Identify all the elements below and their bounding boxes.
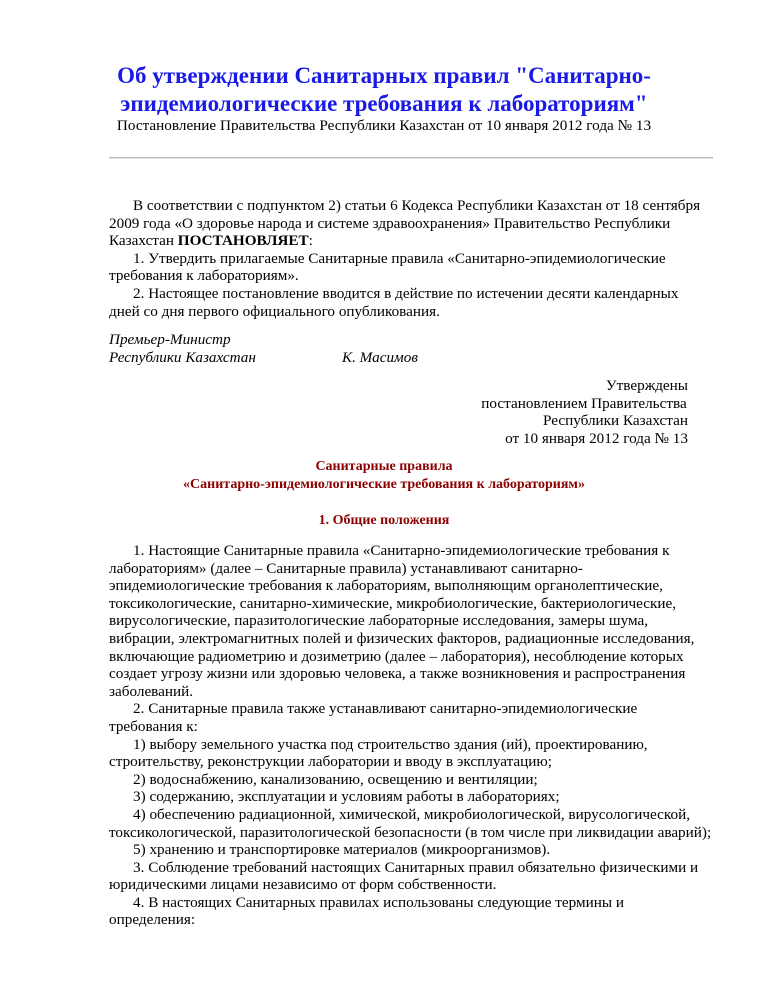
horizontal-divider [109, 157, 713, 159]
signature-name: К. Масимов [342, 349, 418, 366]
approval-line-3: Республики Казахстан [543, 412, 688, 430]
rules-body [109, 542, 713, 929]
body-paragraph: 3. Соблюдение требований настоящих Санитарных правил обязательно физическими и юридическими лицами независимо от форм собственности. [109, 858, 699, 894]
body-paragraph: 3) содержанию, эксплуатации и условиям работы в лабораториях; [133, 788, 560, 806]
title-line-1: Об утверждении Санитарных правил "Санитарно- [117, 63, 651, 88]
approval-line-4: от 10 января 2012 года № 13 [505, 429, 688, 447]
body-paragraph: 1. Настоящие Санитарные правила «Санитарно-эпидемиологические требования к лабораториям» (далее – Санитарные правила) устанавливают санитарно-эпидемиологические требования к лабораториям, выполняющим органолептические, токсикологические, санитарно-химические, микробиологические, бактериологические, вирусологические, паразитологические лабораторные исследования, замеры шума, вибрации, электромагнитных полей и физических факторов, радиационные исследования, включающие радиометрию и дозиметрию (далее – лаборатория), несоблюдение которых создает угрозу жизни или здоровью человека, а также возникновения и распространения заболеваний. [109, 542, 695, 700]
approval-line-1: Утверждены [605, 377, 688, 394]
body-paragraph: 1) выбору земельного участка под строительство здания (ий), проектированию, строительству, реконструкции лаборатории и вводу в эксплуатацию; [109, 735, 648, 771]
body-paragraph: 2. Санитарные правила также устанавливают санитарно-эпидемиологические требования к: [109, 700, 638, 735]
rules-subheading: «Санитарно-эпидемиологические требования к лабораториям» [183, 477, 585, 492]
page-subtitle: Постановление Правительства Республики Казахстан от 10 января 2012 года № 13 [116, 117, 652, 134]
intro-paragraph-3: 2. Настоящее постановление вводится в действие по истечении десяти календарных дней со дня первого официального опубликования. [109, 284, 679, 320]
signature-line-2: Республики Казахстан [109, 349, 256, 366]
section-heading: 1. Общие положения [318, 513, 450, 528]
title-line-2: эпидемиологические требования к лабораториям" [120, 91, 648, 116]
intro-section [109, 197, 709, 320]
intro-paragraph-1 [109, 197, 709, 250]
body-paragraph: 2) водоснабжению, канализованию, освещению и вентиляции; [133, 770, 538, 788]
intro-p1-bold: ПОСТАНОВЛЯЕТ [177, 232, 309, 250]
body-paragraph: 5) хранению и транспортировке материалов (микроорганизмов). [133, 841, 551, 859]
intro-p1-text: В соответствии с подпунктом 2) статьи 6 Кодекса Республики Казахстан от 18 сентября 2009 года «О здоровье народа и системе здравоохранения» Правительство Республики Казахстан [109, 197, 701, 250]
body-paragraph: 4. В настоящих Санитарных правилах использованы следующие термины и определения: [109, 893, 625, 929]
approval-line-2: постановлением Правительства [481, 394, 687, 412]
intro-p1-end: : [308, 232, 313, 250]
body-paragraph: 4) обеспечению радиационной, химической, микробиологической, вирусологической, токсикологической, паразитологической безопасности (в том числе при ликвидации аварий); [109, 805, 712, 841]
intro-paragraph-2: 1. Утвердить прилагаемые Санитарные правила «Санитарно-эпидемиологические требования к лабораториям». [109, 249, 666, 285]
signature-line-1: Премьер-Министр [109, 331, 231, 348]
signature-block [109, 331, 709, 367]
rules-heading: Санитарные правила [315, 459, 453, 474]
page-title [60, 62, 708, 118]
approval-block [460, 377, 708, 447]
